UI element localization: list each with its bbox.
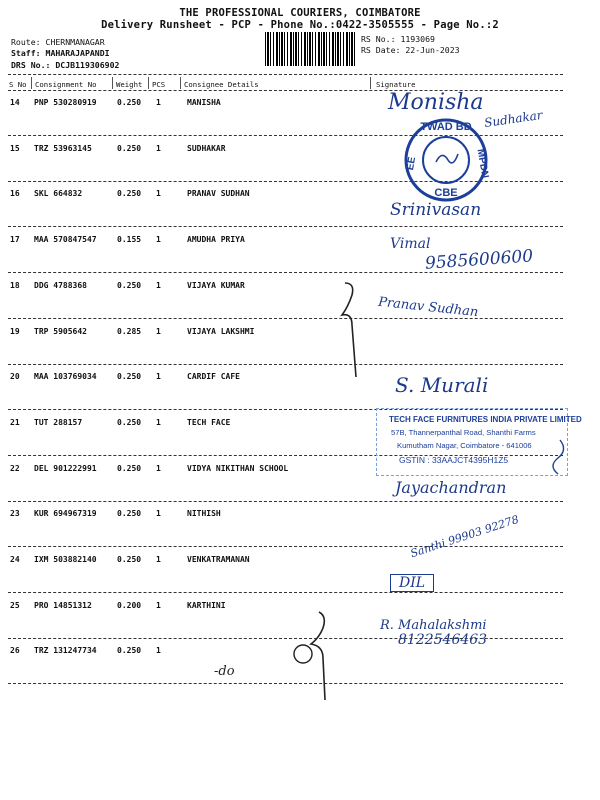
row-pcs: 1	[156, 372, 161, 382]
row-weight: 0.250	[117, 372, 142, 382]
row-weight: 0.155	[117, 235, 142, 245]
signature-row-25-phone: 8122546463	[398, 632, 488, 648]
row-weight: 0.250	[117, 509, 142, 519]
drs-value: DCJB119306902	[55, 60, 120, 70]
row-pcs: 1	[156, 646, 161, 656]
row-consignment-no: PRO 14851312	[34, 600, 92, 610]
signature-row-20: S. Murali	[395, 373, 489, 397]
row-sno: 18	[10, 280, 20, 290]
row-sno: 24	[10, 555, 20, 564]
row-weight: 0.250	[117, 143, 142, 153]
row-consignment-no: MAA 103769034	[34, 372, 97, 382]
runsheet-subtitle: Delivery Runsheet - PCP - Phone No.:0422-3505555 - Page No.:2	[101, 19, 499, 31]
row-sno: 21	[10, 417, 20, 427]
row-sno: 26	[10, 646, 20, 656]
row-consignment-no: TRZ 53963145	[34, 143, 92, 153]
staff-value: MAHARAJAPANDI	[45, 48, 110, 58]
route-label: Route:	[11, 37, 41, 47]
row-weight: 0.250	[117, 189, 142, 199]
row-pcs: 1	[156, 98, 161, 107]
row-sno: 17	[10, 235, 20, 245]
company-stamp-city: Kumutham Nagar, Coimbatore - 641006	[397, 441, 532, 450]
signature-row-17: Vimal	[390, 236, 431, 252]
round-stamp-right: MPDN	[474, 148, 491, 180]
rs-no-label: RS No.:	[361, 34, 396, 44]
company-title: THE PROFESSIONAL COURIERS, COIMBATORE	[179, 7, 421, 19]
signature-row-26: -do	[214, 664, 235, 679]
row-sno: 15	[10, 143, 20, 153]
row-consignee: TECH FACE	[187, 417, 231, 427]
row-consignment-no: DDG 4788368	[34, 280, 87, 290]
row-consignment-no: MAA 570847547	[34, 235, 97, 245]
rs-date-value: 22-Jun-2023	[405, 45, 460, 55]
bracket-mark-2	[311, 612, 325, 700]
row-pcs: 1	[156, 280, 161, 290]
signature-row-22: Jayachandran	[395, 478, 507, 497]
row-sno: 25	[10, 600, 20, 610]
signature-row-15: Sudhakar	[483, 107, 544, 131]
row-weight: 0.250	[117, 417, 142, 427]
signature-row-19: Pranav Sudhan	[377, 294, 479, 321]
row-pcs: 1	[156, 143, 161, 153]
row-pcs: 1	[156, 555, 161, 564]
rs-no-value: 1193069	[400, 34, 435, 44]
signature-row-14: Monisha	[388, 90, 484, 115]
route-value: CHERNMANAGAR	[45, 37, 105, 47]
row-pcs: 1	[156, 417, 161, 427]
row-consignee: VIJAYA LAKSHMI	[187, 326, 255, 336]
col-header-sno: S No	[9, 80, 27, 89]
company-stamp-name: TECH FACE FURNITURES INDIA PRIVATE LIMITED	[389, 415, 582, 424]
row-weight: 0.250	[117, 555, 142, 564]
signature-row-25: R. Mahalakshmi	[380, 618, 487, 633]
row-pcs: 1	[156, 235, 161, 245]
row-consignment-no: IXM 503882140	[34, 555, 97, 564]
col-header-weight: Weight	[116, 80, 143, 89]
company-stamp	[376, 408, 582, 476]
row-pcs: 1	[156, 463, 161, 473]
signature-row-23: Santhi 99903 92278	[408, 512, 521, 561]
company-stamp-address: 57B, Thannerpanthal Road, Shanthi Farms	[391, 428, 536, 437]
row-consignment-no: TRP 5905642	[34, 326, 87, 336]
row-consignment-no: SKL 664832	[34, 189, 83, 199]
row-sno: 19	[10, 326, 20, 336]
row-weight: 0.285	[117, 326, 142, 336]
row-pcs: 1	[156, 509, 161, 519]
row-consignment-no: KUR 694967319	[34, 509, 97, 519]
row-consignee: VIDYA NIKITHAN SCHOOL	[187, 463, 289, 473]
row-pcs: 1	[156, 600, 161, 610]
row-consignment-no: TUT 288157	[34, 417, 83, 427]
row-sno: 14	[10, 98, 20, 107]
row-pcs: 1	[156, 189, 161, 199]
col-header-pcs: PCS	[152, 80, 166, 89]
row-consignee: VIJAYA KUMAR	[187, 280, 245, 290]
row-weight: 0.250	[117, 646, 142, 656]
col-header-signature: Signature	[376, 80, 416, 89]
row-consignee: SUDHAKAR	[187, 143, 226, 153]
row-consignment-no: TRZ 131247734	[34, 646, 97, 656]
drs-label: DRS No.:	[11, 60, 51, 70]
row-sno: 16	[10, 189, 20, 199]
bracket-mark-1	[342, 283, 356, 377]
round-stamp-top: TWAD BD	[420, 121, 472, 133]
round-stamp-left: EE	[404, 156, 419, 172]
row-sno: 23	[10, 509, 20, 519]
row-consignee: AMUDHA PRIYA	[187, 235, 245, 245]
row-consignee: CARDIF CAFE	[187, 372, 240, 382]
row-weight: 0.250	[117, 280, 142, 290]
signature-row-24: DIL	[390, 574, 434, 592]
row-weight: 0.250	[117, 463, 142, 473]
col-header-consignment: Consignment No	[35, 80, 97, 89]
rs-date-label: RS Date:	[361, 45, 401, 55]
col-header-consignee: Consignee Details	[184, 80, 259, 89]
row-consignee: NITHISH	[187, 509, 221, 519]
row-sno: 20	[10, 372, 20, 382]
round-stamp-bottom: CBE	[434, 187, 458, 199]
company-stamp-gstin: GSTIN : 33AAJCT4395H1Z5	[399, 455, 509, 465]
row-consignment-no: DEL 901222991	[34, 463, 97, 473]
signature-row-17-phone: 9585600600	[424, 246, 534, 274]
circle-mark	[294, 645, 312, 663]
round-stamp	[405, 120, 490, 200]
row-pcs: 1	[156, 326, 161, 336]
row-weight: 0.200	[117, 600, 142, 610]
row-weight: 0.250	[117, 98, 142, 107]
row-consignee: VENKATRAMANAN	[187, 555, 250, 564]
signature-row-16: Srinivasan	[390, 200, 482, 220]
row-consignee: MANISHA	[187, 98, 221, 107]
staff-label: Staff:	[11, 48, 41, 58]
row-consignment-no: PNP 530280919	[34, 98, 97, 107]
row-sno: 22	[10, 463, 20, 473]
row-consignee: KARTHINI	[187, 600, 226, 610]
row-consignee: PRANAV SUDHAN	[187, 189, 250, 199]
